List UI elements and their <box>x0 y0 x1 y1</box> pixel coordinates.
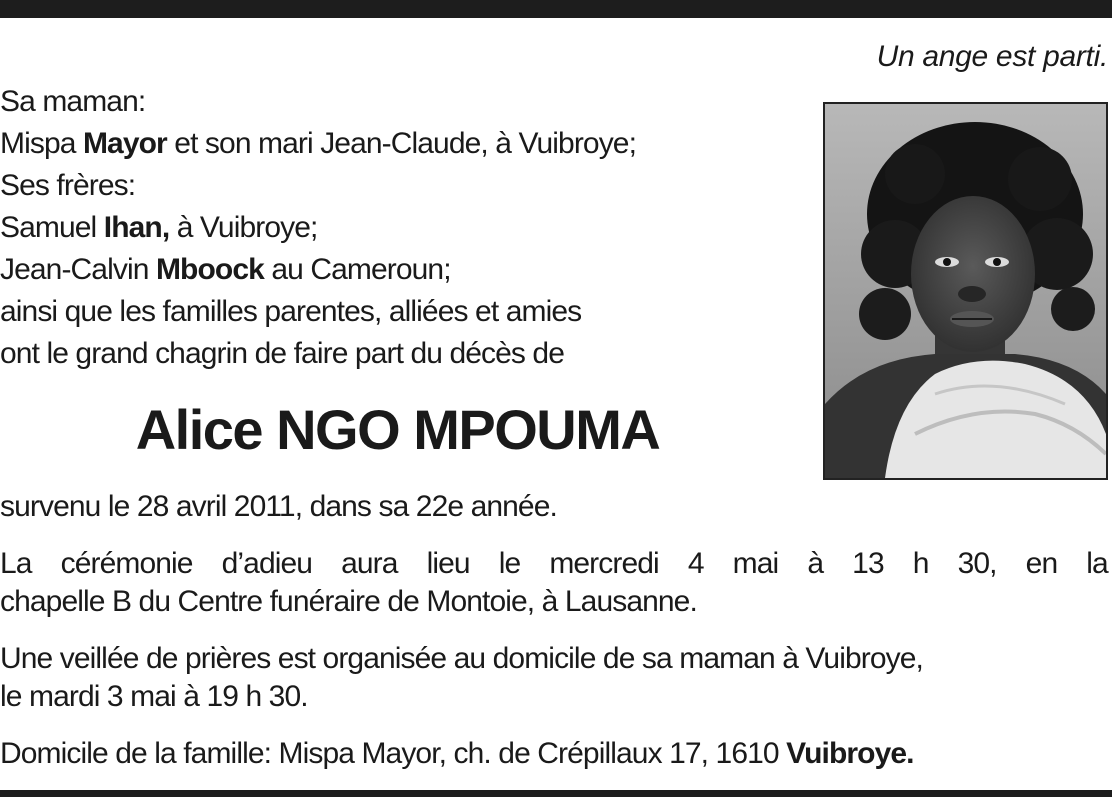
ceremony-word: 30, <box>957 547 997 580</box>
brother-1-surname: Ihan, <box>103 211 170 244</box>
intro-line-families: ainsi que les familles parentes, alliées et amies <box>0 295 582 328</box>
brother-2-first-name: Jean-Calvin <box>0 253 156 286</box>
bottom-rule <box>0 790 1112 797</box>
vigil-paragraph <box>0 640 1108 716</box>
ceremony-paragraph <box>0 545 1108 621</box>
intro-line-brother-1 <box>0 207 636 249</box>
family-address-text: Domicile de la famille: Mispa Mayor, ch. de Crépillaux 17, 1610 <box>0 737 787 770</box>
brother-2-surname: Mboock <box>155 253 264 286</box>
death-date-paragraph: survenu le 28 avril 2011, dans sa 22e année. <box>0 490 557 523</box>
ceremony-word: lieu <box>426 547 470 580</box>
ceremony-word: mai <box>732 547 779 580</box>
family-address-town: Vuibroye. <box>786 737 914 770</box>
epigraph: Un ange est parti. <box>876 40 1108 73</box>
ceremony-word: à <box>807 547 824 580</box>
intro-line-announcement: ont le grand chagrin de faire part du décès de <box>0 337 565 370</box>
ceremony-word: aura <box>341 547 398 580</box>
top-rule <box>0 0 1112 18</box>
intro-line-brothers-label: Ses frères: <box>0 169 136 202</box>
ceremony-word: cérémonie <box>60 547 193 580</box>
ceremony-word: 4 <box>687 547 704 580</box>
deceased-name: Alice NGO MPOUMA <box>135 398 660 461</box>
ceremony-word: d’adieu <box>221 547 313 580</box>
ceremony-word: La <box>0 547 32 580</box>
family-announcement <box>0 81 636 375</box>
ceremony-word: mercredi <box>549 547 659 580</box>
ceremony-word: h <box>912 547 929 580</box>
brother-2-detail: au Cameroun; <box>263 253 451 286</box>
vigil-line-2: le mardi 3 mai à 19 h 30. <box>0 680 308 713</box>
portrait-photo <box>823 102 1108 480</box>
mother-first-name: Mispa <box>0 127 83 160</box>
ceremony-word: 13 <box>852 547 884 580</box>
ceremony-word: la <box>1086 547 1108 580</box>
brother-1-detail: à Vuibroye; <box>169 211 318 244</box>
portrait-illustration <box>825 104 1106 478</box>
brother-1-first-name: Samuel <box>0 211 104 244</box>
mother-surname: Mayor <box>82 127 167 160</box>
vigil-line-1: Une veillée de prières est organisée au domicile de sa maman à Vuibroye, <box>0 642 923 675</box>
mother-detail: et son mari Jean-Claude, à Vuibroye; <box>166 127 637 160</box>
ceremony-line-1 <box>0 545 1108 583</box>
ceremony-word: le <box>498 547 521 580</box>
ceremony-word: en <box>1025 547 1058 580</box>
intro-line-brother-2 <box>0 249 636 291</box>
ceremony-line-2: chapelle B du Centre funéraire de Montoie, à Lausanne. <box>0 585 697 618</box>
intro-line-mother <box>0 123 636 165</box>
family-address-paragraph <box>0 735 1108 773</box>
intro-line-mother-label: Sa maman: <box>0 85 146 118</box>
